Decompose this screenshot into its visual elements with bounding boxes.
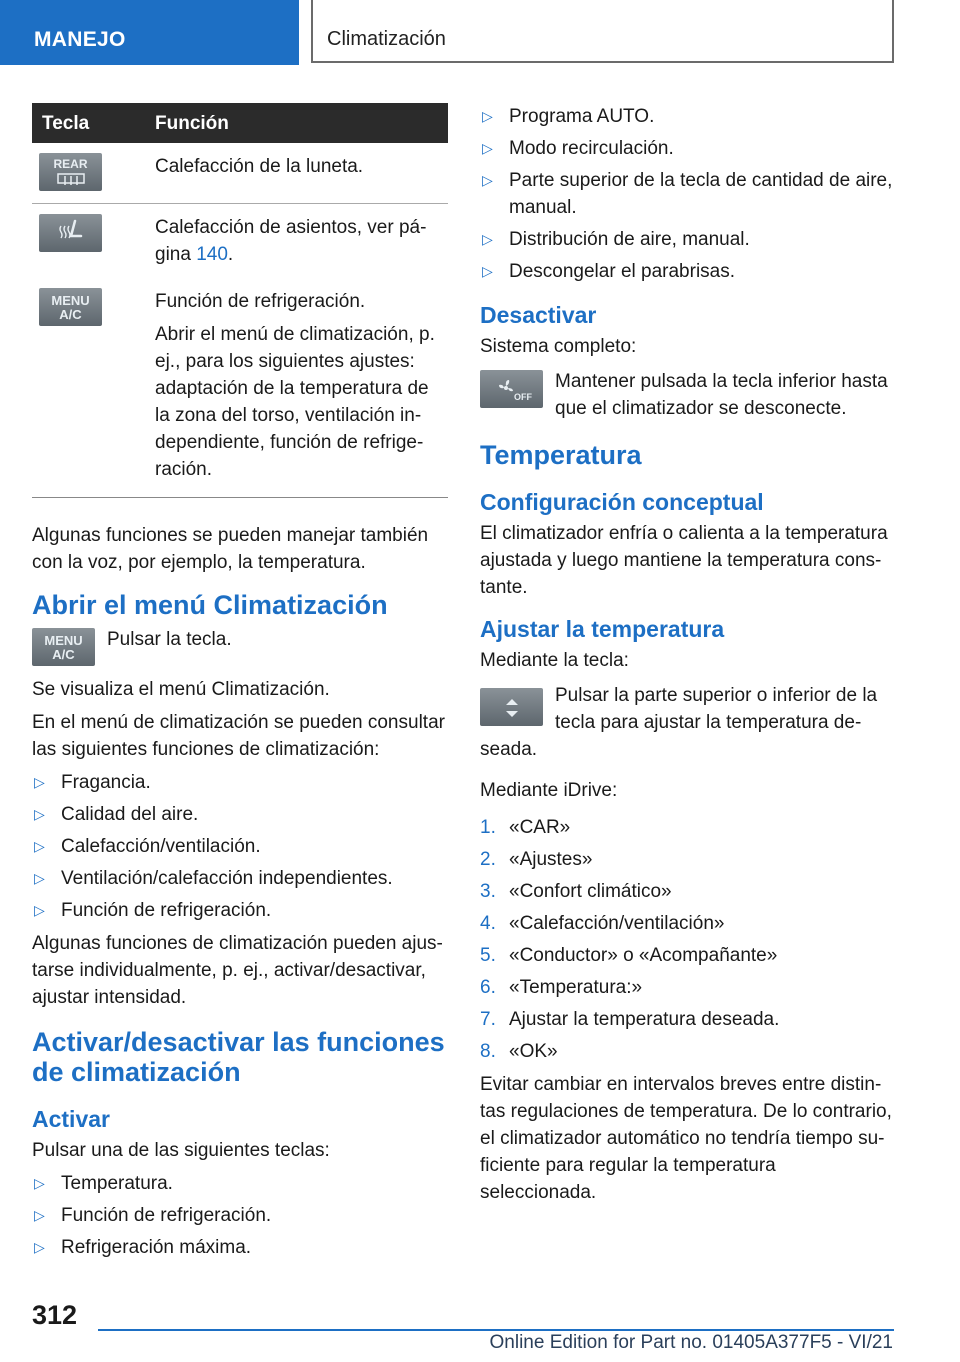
menu-shown-text: Se visualiza el menú Climatización. xyxy=(32,679,330,700)
header-section-label: MANEJO xyxy=(34,28,126,51)
list-item: ▷ Fragancia. xyxy=(32,769,448,796)
triangle-bullet-icon: ▷ xyxy=(34,1207,45,1223)
table-header-row xyxy=(32,103,448,143)
menu-functions-text: En el menú de climatización se pueden consultar las siguientes funciones de climatización: xyxy=(32,712,445,760)
page-link-140[interactable]: 140 xyxy=(196,244,228,265)
key-function-table xyxy=(32,103,448,498)
table-row xyxy=(32,204,448,279)
list-item: 5. «Conductor» o «Acompañante» xyxy=(480,945,778,966)
list-item: ▷ Calidad del aire. xyxy=(32,801,448,828)
menu-ac-icon-line1: MENU xyxy=(51,293,90,308)
menu-ac-icon-line2: A/C xyxy=(52,647,75,662)
table-row xyxy=(32,143,448,204)
table-cell-text xyxy=(155,278,448,498)
left-column xyxy=(32,103,448,1267)
adjust-key-row xyxy=(480,682,896,763)
list-item: ▷ Calefacción/ventilación. xyxy=(32,833,448,860)
press-one-key-text: Pulsar una de las siguientes teclas: xyxy=(32,1140,330,1161)
header-chapter-label: Climatización xyxy=(327,28,446,50)
off-key-row xyxy=(480,368,896,422)
menu-functions-list xyxy=(32,769,448,924)
table-row xyxy=(32,278,448,498)
press-key-text: Pulsar la tecla. xyxy=(107,629,232,650)
triangle-bullet-icon: ▷ xyxy=(34,1239,45,1255)
heading-open-menu: Abrir el menú Climatización xyxy=(32,590,388,620)
off-key-text: Mantener pulsada la tecla inferior hasta que el climatizador se desconecte. xyxy=(555,371,888,419)
right-column xyxy=(480,103,896,1212)
list-item: 7. Ajustar la temperatura deseada. xyxy=(480,1009,780,1030)
list-item: ▷ Ventilación/calefacción independientes. xyxy=(32,865,448,892)
up-down-key-icon xyxy=(480,688,543,726)
heading-temperature: Temperatura xyxy=(480,440,642,470)
rear-window-heating-icon xyxy=(39,153,102,191)
list-item: 6. «Temperatura:» xyxy=(480,977,643,998)
press-key-row xyxy=(32,626,448,666)
via-idrive-text: Mediante iDrive: xyxy=(480,780,618,801)
menu-ac-icon xyxy=(32,628,95,666)
triangle-bullet-icon: ▷ xyxy=(34,774,45,790)
concept-text: El climatizador enfría o calienta a la temperatura ajustada y luego mantiene la temperatura constante. xyxy=(480,523,888,598)
menu-ac-icon xyxy=(39,288,102,326)
table-header-key: Tecla xyxy=(32,103,155,143)
whole-system-text: Sistema completo: xyxy=(480,336,637,357)
cooling-function-text: Función de refrigeración. xyxy=(155,291,366,312)
list-item: ▷ Temperatura. xyxy=(32,1170,448,1197)
heading-activate: Activar xyxy=(32,1106,110,1132)
activate-keys-list xyxy=(32,1170,448,1261)
table-cell-text: Calefacción de la luneta. xyxy=(155,143,448,204)
footer-divider xyxy=(98,1329,894,1331)
menu-ac-icon-line2: A/C xyxy=(59,307,82,322)
individual-settings-text: Algunas funciones de climatización pueden ajustarse individualmente, p. ej., activar/desactivar, ajustar intensidad. xyxy=(32,933,443,1008)
list-item: ▷ Programa AUTO. xyxy=(480,103,896,130)
list-item: 1. «CAR» xyxy=(480,817,571,838)
page-number: 312 xyxy=(32,1300,78,1330)
header-section-tab xyxy=(0,0,299,65)
triangle-bullet-icon: ▷ xyxy=(34,870,45,886)
seat-icon xyxy=(55,218,87,246)
list-item: ▷ Descongelar el parabrisas. xyxy=(480,258,896,285)
triangle-bullet-icon: ▷ xyxy=(482,172,493,188)
heading-adjust-temperature: Ajustar la temperatura xyxy=(480,616,725,642)
idrive-steps-list xyxy=(480,814,896,1065)
menu-ac-icon-line1: MENU xyxy=(44,633,83,648)
triangle-bullet-icon: ▷ xyxy=(482,140,493,156)
table-cell-text xyxy=(155,204,448,279)
list-item: ▷ Modo recirculación. xyxy=(480,135,896,162)
seat-heating-icon xyxy=(39,214,102,252)
list-item: 4. «Calefacción/ventilación» xyxy=(480,913,725,934)
list-item: ▷ Función de refrigeración. xyxy=(32,897,448,924)
list-item: ▷ Parte superior de la tecla de cantidad de aire, manual. xyxy=(480,167,896,221)
list-item: 3. «Confort climático» xyxy=(480,881,672,902)
fan-off-icon xyxy=(480,370,543,408)
triangle-bullet-icon: ▷ xyxy=(482,263,493,279)
arrows-up-down-icon xyxy=(502,696,522,720)
rear-icon-label: REAR xyxy=(53,157,88,171)
triangle-bullet-icon: ▷ xyxy=(34,1175,45,1191)
triangle-bullet-icon: ▷ xyxy=(34,806,45,822)
heating-lines-icon xyxy=(56,173,86,187)
table-header-function: Función xyxy=(155,103,448,143)
intro-text: Algunas funciones se pueden manejar también con la voz, por ejemplo, la temperatura. xyxy=(32,525,429,573)
triangle-bullet-icon: ▷ xyxy=(34,838,45,854)
header-chapter-box xyxy=(311,0,894,63)
via-key-text: Mediante la tecla: xyxy=(480,650,629,671)
seat-heating-text: Calefacción de asientos, ver página xyxy=(155,217,427,265)
footer-edition-text: Online Edition for Part no. 01405A377F5 - VI/21 xyxy=(489,1332,893,1353)
triangle-bullet-icon: ▷ xyxy=(482,108,493,124)
seat-heating-text-end: . xyxy=(227,244,234,265)
heading-deactivate: Desactivar xyxy=(480,302,597,328)
heading-concept: Configuración conceptual xyxy=(480,489,764,515)
open-menu-text: Abrir el menú de climatización, p. ej., para los siguientes ajustes: adaptación de la temperatura de la zona del torso, ventilación independiente, función de refrigeración. xyxy=(155,324,435,480)
list-item: ▷ Función de refrigeración. xyxy=(32,1202,448,1229)
list-item: ▷ Distribución de aire, manual. xyxy=(480,226,896,253)
adjust-key-text: Pulsar la parte superior o inferior de la tecla para ajustar la temperatura deseada. xyxy=(480,685,878,760)
list-item: 8. «OK» xyxy=(480,1041,558,1062)
triangle-bullet-icon: ▷ xyxy=(34,902,45,918)
heading-activate-deactivate: Activar/desactivar las funciones de climatización xyxy=(32,1027,445,1087)
final-note-text: Evitar cambiar en intervalos breves entre distintas regulaciones de temperatura. De lo contrario, el climatizador automático no tendría tiempo suficiente para regular la temperatura seleccionada. xyxy=(480,1074,892,1203)
triangle-bullet-icon: ▷ xyxy=(482,231,493,247)
off-icon-label: OFF xyxy=(514,392,532,402)
list-item: ▷ Refrigeración máxima. xyxy=(32,1234,448,1261)
activate-keys-list-cont xyxy=(480,103,896,285)
list-item: 2. «Ajustes» xyxy=(480,849,593,870)
